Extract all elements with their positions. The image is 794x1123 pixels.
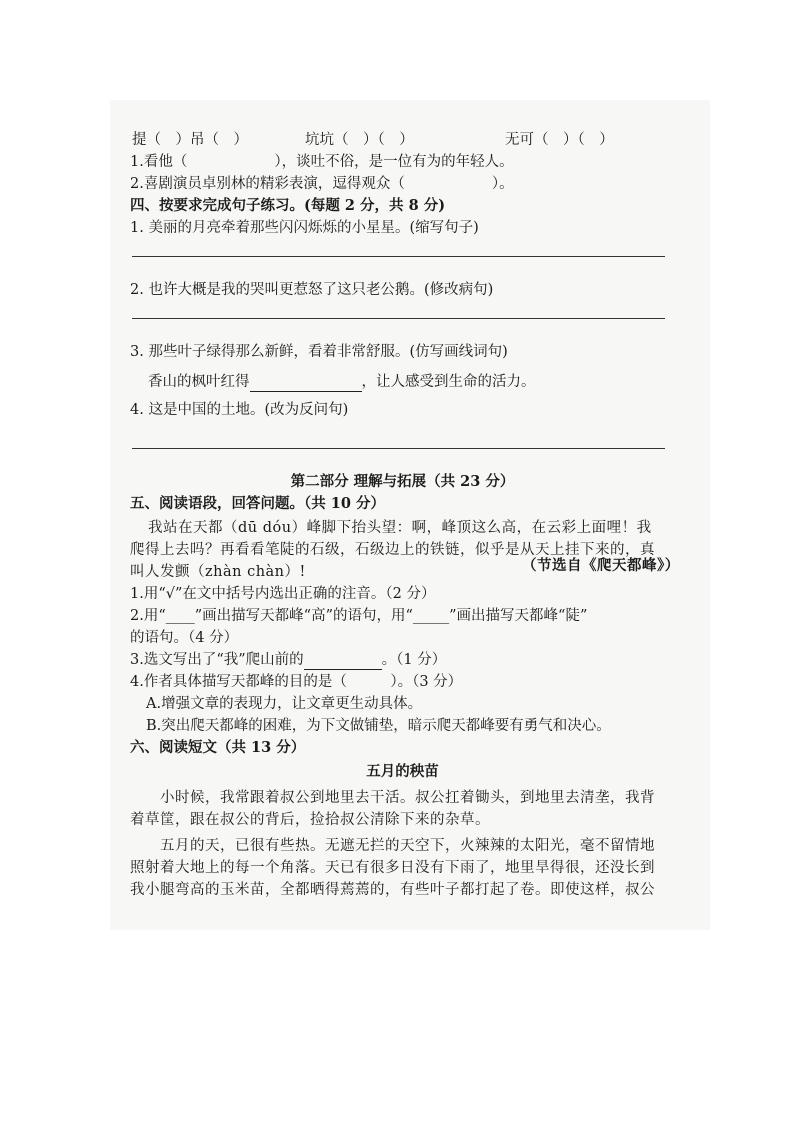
imitation-prefix: 香山的枫叶红得 [148, 374, 250, 390]
section-5-heading: 五、阅读语段，回答问题。（共 10 分） [130, 495, 386, 512]
article-line-5: 我小腿弯高的玉米苗，全都晒得蔫蔫的，有些叶子都打起了卷。即使这样，叔公 [130, 882, 655, 898]
section-4-question-1: 1. 美丽的月亮牵着那些闪闪烁烁的小星星。(缩写句子) [130, 220, 479, 236]
section-4-question-4: 4. 这是中国的土地。(改为反问句) [130, 402, 349, 418]
section-5-question-1: 1.用“√”在文中括号内选出正确的注音。（2 分） [130, 586, 436, 602]
q3-suffix: 。（1 分） [381, 652, 447, 668]
imitation-sentence [148, 372, 536, 392]
option-a: A.增强文章的表现力，让文章更生动具体。 [146, 696, 423, 712]
section-4-question-3: 3. 那些叶子绿得那么新鲜，看着非常舒服。(仿写画线词句) [130, 344, 508, 360]
passage-source: （节选自《爬天都峰》） [522, 557, 680, 574]
section-6-heading: 六、阅读短文（共 13 分） [130, 739, 306, 756]
q3-blank[interactable] [304, 654, 382, 670]
option-b: B.突出爬天都峰的困难，为下文做铺垫，暗示爬天都峰要有勇气和决心。 [146, 718, 611, 734]
fill-sentence-1: 1.看他（ ），谈吐不俗，是一位有为的年轻人。 [130, 154, 514, 170]
section-5-question-2a: 2.用“____”画出描写天都峰“高”的语句，用“_____”画出描写天都峰“陡” [130, 608, 588, 624]
article-line-3: 五月的天，已很有些热。无遮无拦的天空下，火辣辣的太阳光，毫不留情地 [160, 838, 655, 854]
passage-line-1: 我站在天都（dū dóu）峰脚下抬头望：啊，峰顶这么高，在云彩上面哩！我 [148, 520, 652, 536]
fill-sentence-2: 2.喜剧演员卓别林的精彩表演，逗得观众（ ）。 [130, 176, 514, 192]
part-2-heading: 第二部分 理解与拓展（共 23 分） [290, 473, 515, 490]
section-5-question-3 [130, 650, 446, 670]
imitation-suffix: ，让人感受到生命的活力。 [361, 374, 536, 390]
article-line-1: 小时候，我常跟着叔公到地里去干活。叔公扛着锄头，到地里去清垄，我背 [160, 790, 655, 806]
idiom-fill-2: 坑坑（ ）（ ） [305, 132, 414, 148]
answer-line-1 [132, 256, 665, 257]
q3-prefix: 3.选文写出了“我”爬山前的 [130, 652, 304, 668]
article-title: 五月的秧苗 [366, 763, 439, 780]
section-4-question-2: 2. 也许大概是我的哭叫更惹怒了这只老公鹅。(修改病句) [130, 282, 494, 298]
imitation-blank[interactable] [250, 376, 362, 392]
section-4-heading: 四、按要求完成句子练习。(每题 2 分，共 8 分) [130, 197, 446, 214]
section-5-question-2b: 的语句。（4 分） [130, 630, 239, 646]
idiom-fill-1: 提（ ）吊（ ） [132, 132, 248, 148]
passage-line-2: 爬得上去吗？再看看笔陡的石级，石级边上的铁链，似乎是从天上挂下来的，真 [130, 542, 655, 558]
article-line-2: 着草筐，跟在叔公的背后，捡拾叔公清除下来的杂草。 [130, 812, 490, 828]
article-line-4: 照射着大地上的每一个角落。天已有很多日没有下雨了，地里旱得很，还没长到 [130, 860, 655, 876]
idiom-fill-3: 无可（ ）（ ） [505, 132, 614, 148]
answer-line-4 [132, 448, 665, 449]
section-5-question-4: 4.作者具体描写天都峰的目的是（ ）。（3 分） [130, 674, 463, 690]
answer-line-2 [132, 318, 665, 319]
passage-line-3: 叫人发颤（zhàn chàn）! [130, 564, 306, 580]
